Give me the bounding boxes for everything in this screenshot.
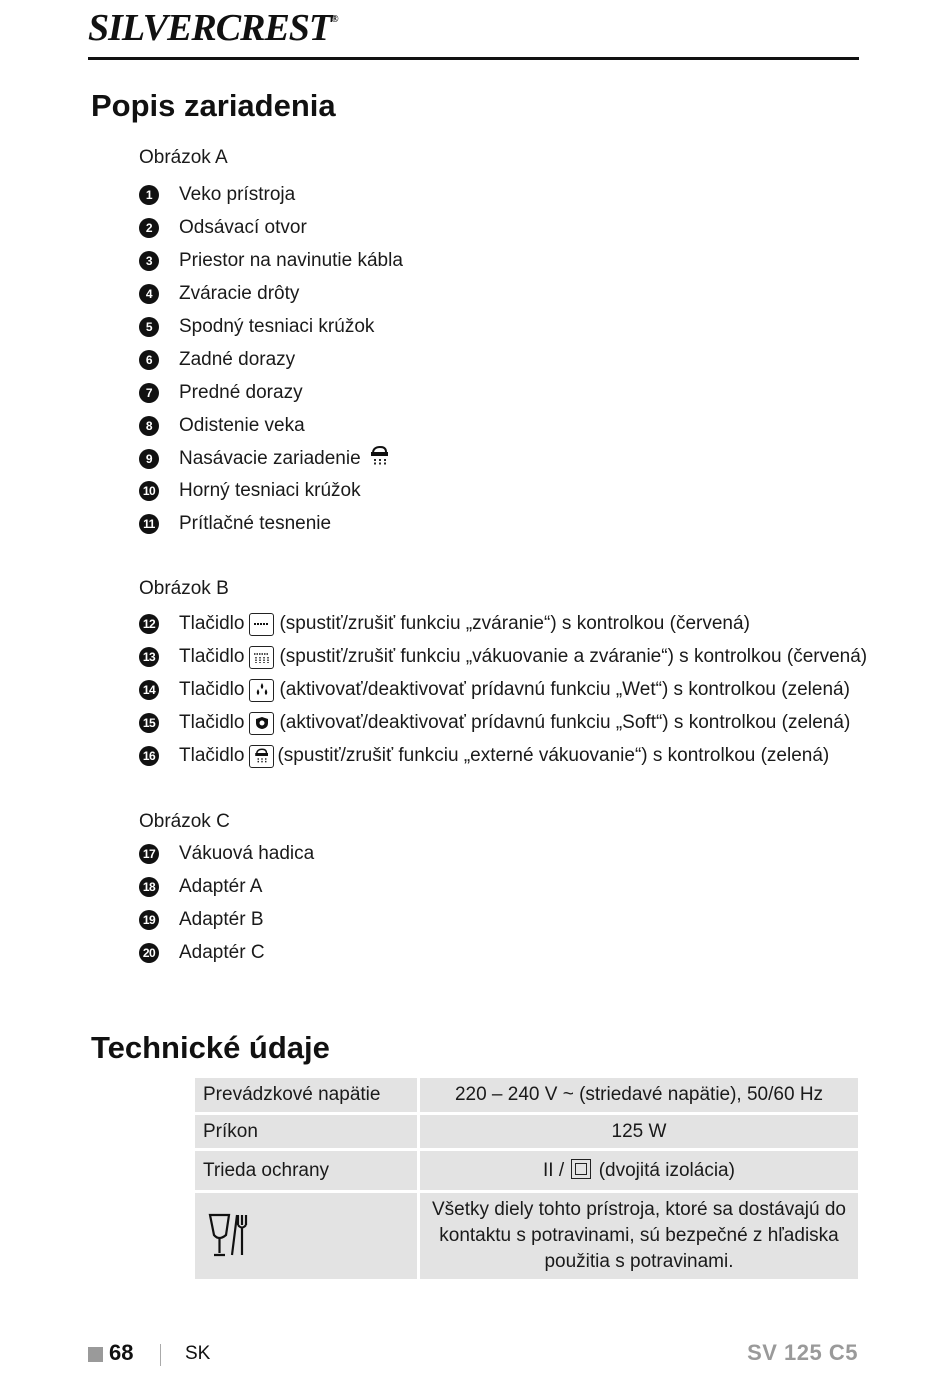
- list-item: [139, 674, 867, 707]
- item-prefix: Tlačidlo: [179, 613, 245, 635]
- list-item: [139, 641, 867, 674]
- item-number: 9: [139, 449, 159, 469]
- spec-key: Trieda ochrany: [195, 1151, 420, 1193]
- list-item: [139, 904, 314, 937]
- list-item: [139, 871, 314, 904]
- list-item: [139, 343, 403, 376]
- spec-key: Prevádzkové napätie: [195, 1078, 420, 1115]
- item-number: 4: [139, 284, 159, 304]
- item-text: Horný tesniaci krúžok: [179, 480, 361, 502]
- spec-value: Všetky diely tohto prístroja, ktoré sa dostávajú do kontaktu s potravinami, sú bezpečné z hľadiska použitia s potravinami.: [420, 1193, 858, 1282]
- spec-key: Príkon: [195, 1115, 420, 1151]
- list-item: [139, 245, 403, 278]
- item-text: Vákuová hadica: [179, 843, 315, 865]
- item-text: Adaptér B: [179, 909, 264, 931]
- list-item: [139, 212, 403, 245]
- figure-b-list: [139, 608, 867, 772]
- item-text: (spustiť/zrušiť funkciu „zváranie“) s kontrolkou (červená): [279, 613, 750, 635]
- list-item: [139, 838, 314, 871]
- item-number: 3: [139, 251, 159, 271]
- figure-a-list: [139, 179, 403, 541]
- language-code: SK: [185, 1343, 211, 1364]
- soft-icon: [249, 712, 274, 735]
- model-number: SV 125 C5: [747, 1340, 858, 1365]
- list-item: [139, 740, 867, 773]
- figure-a-label: Obrázok A: [139, 147, 228, 168]
- footer-marker: [88, 1347, 103, 1362]
- spec-value: 125 W: [420, 1115, 858, 1151]
- item-text: Adaptér A: [179, 876, 263, 898]
- table-row: [195, 1115, 858, 1151]
- item-text: Odsávací otvor: [179, 217, 307, 239]
- item-number: 11: [139, 514, 159, 534]
- header-rule: [88, 57, 859, 60]
- vacuum-seal-icon: [249, 646, 274, 669]
- item-number: 5: [139, 317, 159, 337]
- item-text: Adaptér C: [179, 942, 265, 964]
- item-text: (spustiť/zrušiť funkciu „vákuovanie a zváranie“) s kontrolkou (červená): [279, 646, 868, 668]
- list-item: [139, 442, 403, 475]
- double-insulation-icon: [571, 1159, 591, 1179]
- list-item: [139, 179, 403, 212]
- list-item: [139, 475, 403, 508]
- table-row: [195, 1193, 858, 1282]
- external-vacuum-icon: [369, 444, 391, 474]
- item-number: 20: [139, 943, 159, 963]
- figure-c-list: [139, 838, 314, 970]
- external-vacuum-icon: [249, 745, 274, 768]
- list-item: [139, 508, 403, 541]
- wet-drops-icon: [249, 679, 274, 702]
- item-number: 18: [139, 877, 159, 897]
- item-number: 15: [139, 713, 159, 733]
- item-text: Zadné dorazy: [179, 348, 296, 370]
- item-text: Predné dorazy: [179, 381, 303, 403]
- item-text: (aktivovať/deaktivovať prídavnú funkciu „Wet“) s kontrolkou (zelená): [279, 679, 850, 701]
- item-number: 17: [139, 844, 159, 864]
- specs-table: [195, 1078, 858, 1282]
- item-text: Priestor na navinutie kábla: [179, 250, 403, 272]
- figure-b-label: Obrázok B: [139, 578, 229, 599]
- item-text: (spustiť/zrušiť funkciu „externé vákuovanie“) s kontrolkou (zelená): [277, 745, 830, 766]
- item-number: 6: [139, 350, 159, 370]
- item-number: 16: [139, 746, 159, 766]
- item-text: (aktivovať/deaktivovať prídavnú funkciu „Soft“) s kontrolkou (zelená): [279, 712, 851, 734]
- item-prefix: Tlačidlo: [179, 745, 245, 766]
- food-safe-icon: [207, 1211, 251, 1265]
- list-item: [139, 937, 314, 970]
- item-number: 12: [139, 614, 159, 634]
- footer-divider: [160, 1344, 161, 1366]
- item-number: 8: [139, 416, 159, 436]
- brand-logo: SILVERCREST®: [88, 7, 338, 49]
- item-text: Zváracie drôty: [179, 283, 300, 305]
- protection-class-note: (dvojitá izolácia): [598, 1160, 735, 1181]
- list-item: [139, 278, 403, 311]
- item-prefix: Tlačidlo: [179, 712, 245, 734]
- item-number: 2: [139, 218, 159, 238]
- item-number: 7: [139, 383, 159, 403]
- spec-value: 220 – 240 V ~ (striedavé napätie), 50/60 Hz: [420, 1078, 858, 1115]
- item-number: 14: [139, 680, 159, 700]
- list-item: [139, 608, 867, 641]
- spec-key: [195, 1193, 420, 1282]
- table-row: [195, 1151, 858, 1193]
- section-title-description: Popis zariadenia: [91, 88, 336, 123]
- item-prefix: Tlačidlo: [179, 679, 245, 701]
- list-item: [139, 311, 403, 344]
- section-title-technical-data: Technické údaje: [91, 1030, 330, 1065]
- item-text: Odistenie veka: [179, 414, 305, 436]
- list-item: [139, 409, 403, 442]
- list-item: [139, 707, 867, 740]
- item-text: Veko prístroja: [179, 184, 296, 206]
- item-number: 19: [139, 910, 159, 930]
- list-item: [139, 376, 403, 409]
- table-row: [195, 1078, 858, 1115]
- seal-icon: [249, 613, 274, 636]
- figure-c-label: Obrázok C: [139, 811, 230, 832]
- item-text: Prítlačné tesnenie: [179, 513, 332, 535]
- item-text: Spodný tesniaci krúžok: [179, 316, 375, 337]
- item-prefix: Tlačidlo: [179, 646, 245, 668]
- item-number: 13: [139, 647, 159, 667]
- page-number: 68: [109, 1340, 134, 1365]
- spec-value: [420, 1151, 858, 1193]
- protection-class-value: II /: [543, 1160, 565, 1181]
- item-number: 10: [139, 481, 159, 501]
- item-text: Nasávacie zariadenie: [179, 447, 361, 469]
- item-number: 1: [139, 185, 159, 205]
